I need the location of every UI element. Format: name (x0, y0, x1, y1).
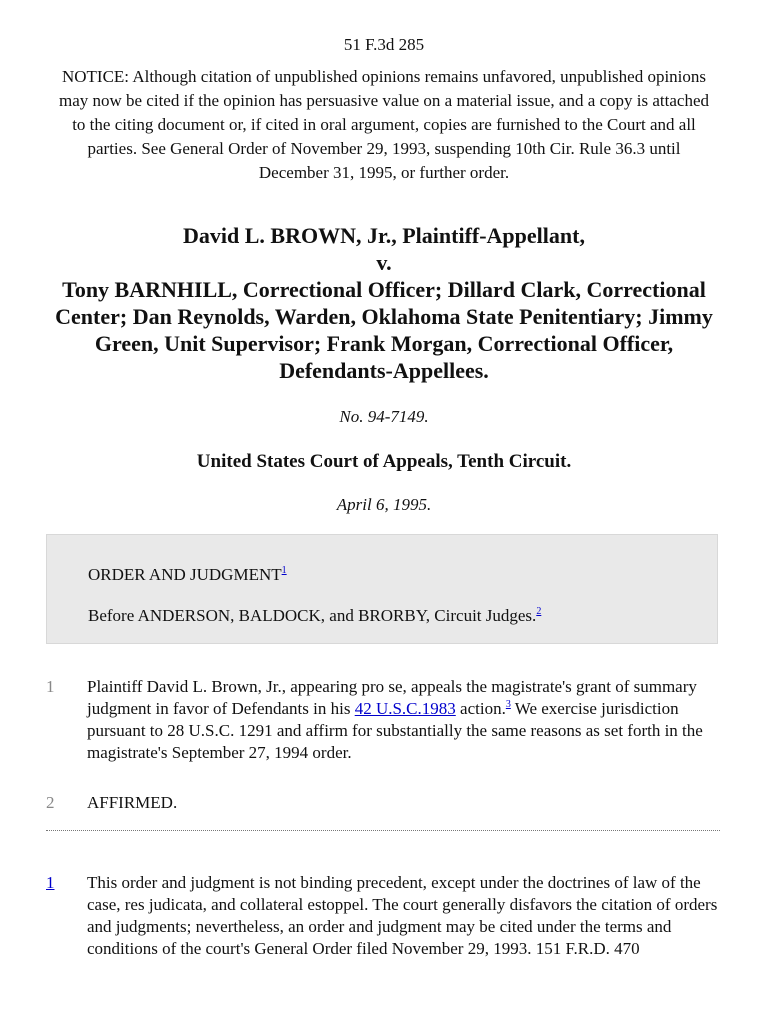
paragraph-text (87, 676, 724, 764)
footnote-2-link[interactable]: 2 (536, 606, 542, 617)
unpublished-notice: NOTICE: Although citation of unpublished opinions remains unfavored, unpublished opinions may now be cited if the opinion has persuasive value on a material issue, and a copy is attached to the citing document or, if cited in oral argument, copies are furnished to the Court and all parties. See General Order of November 29, 1993, suspending 10th Cir. Rule 36.3 until December 31, 1995, or further order. (58, 67, 710, 182)
order-title (88, 565, 287, 585)
footnote-1-link[interactable]: 1 (281, 565, 287, 576)
case-parties (40, 222, 728, 384)
decision-date: April 6, 1995. (336, 495, 432, 514)
paragraph-text: AFFIRMED. (87, 793, 178, 812)
court-name: United States Court of Appeals, Tenth Circuit. (196, 451, 572, 472)
footnote-text: This order and judgment is not binding precedent, except under the doctrines of law of the case, res judicata, and collateral estoppel. The court generally disfavors the citation of orders and judgments; nevertheless, an order and judgment may be cited under the terms and conditions of the court's General Order filed November 29, 1993. 151 F.R.D. 470 (87, 873, 718, 958)
versus-line: v. (376, 250, 392, 275)
footnote-backlink[interactable]: 1 (46, 873, 55, 892)
case-citation: 51 F.3d 285 (343, 35, 425, 54)
order-judgment-box (46, 534, 718, 644)
paragraph-1 (46, 676, 726, 766)
panel-text: Before ANDERSON, BALDOCK, and BRORBY, Circuit Judges. (88, 606, 537, 625)
docket-number: No. 94-7149. (339, 407, 429, 426)
paragraph-text-part: We exercise jurisdiction pursuant to 28 U.S.C. 1291 and affirm for substantially the same reasons as set forth in the magistrate's September 27, 1994 order. (87, 699, 703, 762)
paragraph-number: 1 (46, 677, 55, 696)
plaintiff-line: David L. BROWN, Jr., Plaintiff-Appellant, (183, 223, 585, 248)
paragraph-text-part: action. (455, 699, 506, 718)
paragraph-text-part: Plaintiff David L. Brown, Jr., appearing pro se, appeals the magistrate's grant of summary judgment in favor of Defendants in his (87, 677, 697, 718)
footnote-3-link[interactable]: 3 (505, 699, 511, 710)
paragraph-number: 2 (46, 793, 55, 812)
statute-link[interactable]: 42 U.S.C.1983 (354, 699, 456, 718)
paragraph-2 (46, 792, 726, 816)
panel-line (88, 606, 541, 626)
footnote-divider (46, 830, 720, 831)
defendants-line: Tony BARNHILL, Correctional Officer; Dillard Clark, Correctional Center; Dan Reynolds, Warden, Oklahoma State Penitentiary; Jimmy Green, Unit Supervisor; Frank Morgan, Correctional Officer, Defendants-Appellees. (55, 277, 713, 383)
order-title-text: ORDER AND JUDGMENT (88, 565, 282, 584)
